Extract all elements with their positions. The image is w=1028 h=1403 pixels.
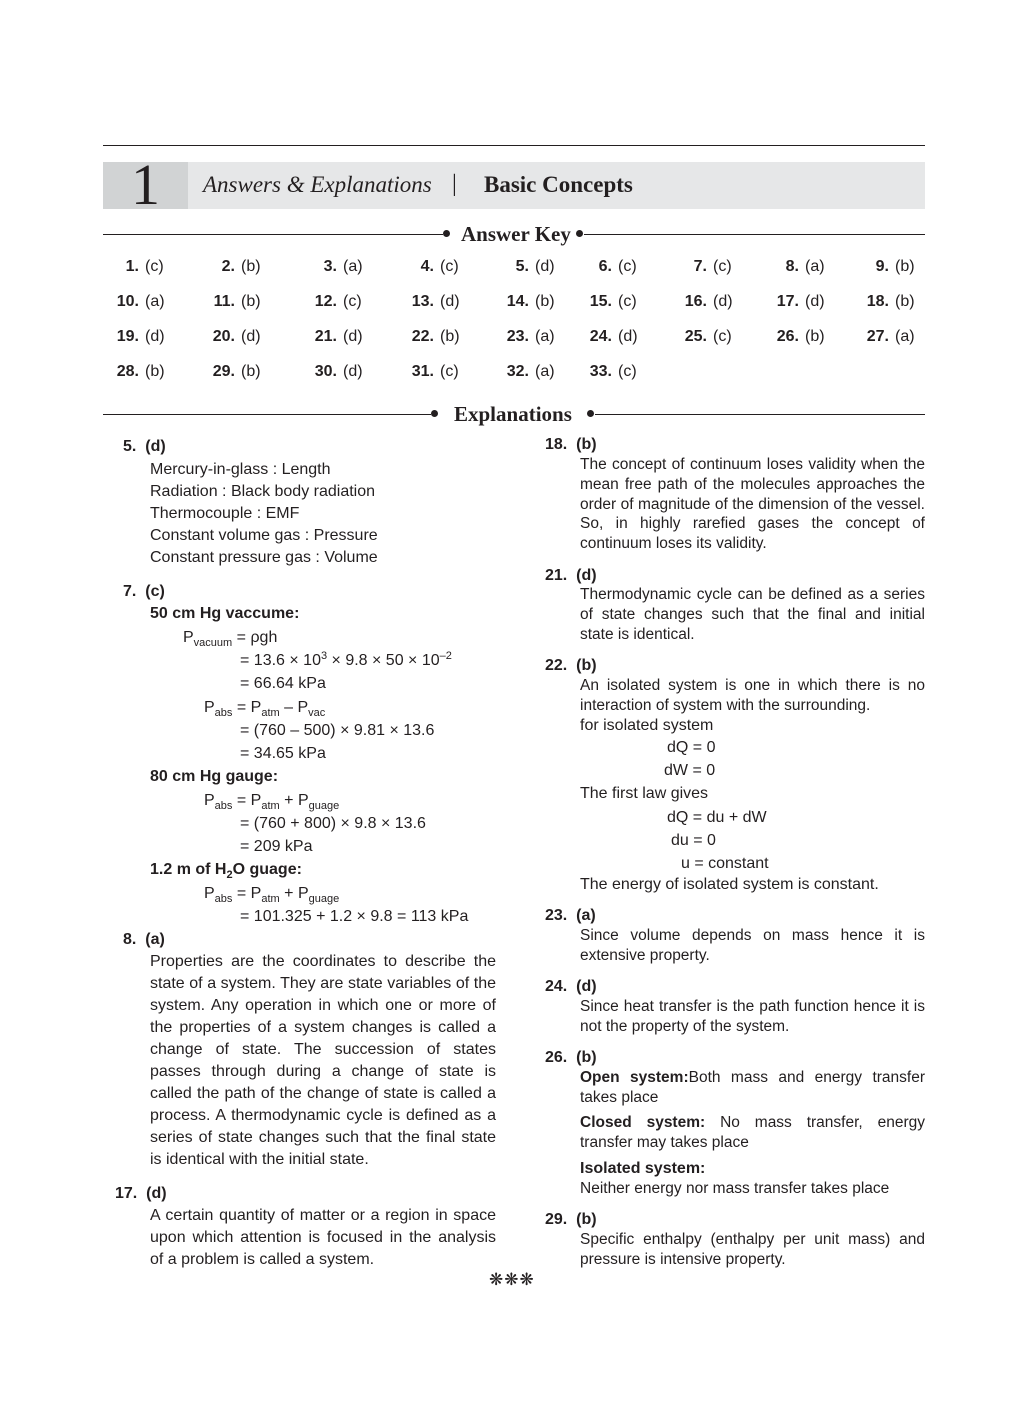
answer-key-item [667,292,733,312]
answer-choice: (c) [440,258,459,275]
answer-choice: (a) [895,328,915,345]
answer-key-item [667,257,732,277]
explanation-8-heading: 8. (a) [123,931,165,948]
answer-number: 12. [314,293,337,310]
explanation-29-text: Specific enthalpy (enthalpy per unit mass) and pressure is intensive property. [580,1231,925,1268]
header-separator: | [452,171,457,197]
explanation-21-text: Thermodynamic cycle can be defined as a series of state changes such that the final and initial state is identical. [580,586,925,643]
answer-number: 16. [684,293,707,310]
answer-key-item [195,292,261,312]
equation-line: dW = 0 [664,762,716,779]
answer-choice: (a) [145,293,165,310]
answer-choice: (c) [440,363,459,380]
answer-number: 14. [506,293,529,310]
answer-key-item [759,292,825,312]
answer-key-item [394,327,460,347]
explanation-17-heading: 17. (d) [115,1185,167,1202]
answer-choice: (a) [535,363,555,380]
answer-number: 4. [420,258,434,275]
answer-number: 26. [776,328,799,345]
answer-number: 5. [515,258,529,275]
answer-number: 13. [411,293,434,310]
equation-line: = (760 – 500) × 9.81 × 13.6 [240,722,435,739]
closed-system-definition: Closed system: No mass transfer, energy transfer may takes place [580,1114,925,1151]
answer-number: 30. [314,363,337,380]
explanation-5-heading: 5. (d) [123,438,166,455]
explanation-5-line: Constant volume gas : Pressure [150,527,378,544]
answer-choice: (d) [343,328,363,345]
explanation-22-line: The first law gives [580,785,709,802]
answer-number: 24. [589,328,612,345]
answer-key-item [99,257,164,277]
chapter-number: 1 [131,152,160,217]
equation-line: u = constant [681,855,769,872]
answer-choice: (b) [440,328,460,345]
rule-left [103,234,443,235]
answer-choice: (b) [895,258,915,275]
answer-choice: (d) [440,293,460,310]
explanation-5-line: Radiation : Black body radiation [150,483,376,500]
answer-number: 3. [323,258,337,275]
answer-key-item [572,292,637,312]
answer-choice: (b) [241,363,261,380]
answer-key-item [572,327,638,347]
isolated-system-text: Neither energy nor mass transfer takes place [580,1180,890,1197]
answer-choice: (b) [535,293,555,310]
answer-key-item [99,327,165,347]
answer-key-item [297,362,363,382]
answer-number: 11. [213,293,235,310]
answer-key-item [489,257,555,277]
answer-choice: (d) [343,363,363,380]
equation-line: dQ = 0 [667,739,716,756]
answer-key-item [297,327,363,347]
bullet [587,410,594,417]
answer-number: 1. [125,258,139,275]
answer-number: 17. [776,293,799,310]
answer-choice: (c) [618,293,637,310]
answer-choice: (b) [241,258,261,275]
answer-number: 18. [866,293,889,310]
explanation-22-line: The energy of isolated system is constant. [580,876,879,893]
answer-key-item [297,257,363,277]
answer-choice: (c) [618,363,637,380]
answer-number: 27. [866,328,889,345]
explanation-5-line: Constant pressure gas : Volume [150,549,378,566]
answer-key-item [195,257,261,277]
equation-line: = 101.325 + 1.2 × 9.8 = 113 kPa [240,908,469,925]
explanation-23-heading: 23. (a) [545,907,596,924]
answer-number: 20. [212,328,235,345]
answer-key-item [195,362,261,382]
answer-choice: (c) [145,258,164,275]
answer-key-item [297,292,362,312]
isolated-system-label: Isolated system: [580,1160,706,1177]
answer-choice: (d) [145,328,165,345]
answer-number: 6. [598,258,612,275]
explanation-24-text: Since heat transfer is the path function hence it is not the property of the system. [580,998,925,1035]
answer-choice: (d) [713,293,733,310]
answer-key-item [489,327,555,347]
answer-number: 22. [411,328,434,345]
equation-line: du = 0 [671,832,716,849]
answer-key-item [99,362,165,382]
answer-key-item [849,257,915,277]
answer-choice: (d) [535,258,555,275]
equation-line: = 209 kPa [240,838,313,855]
explanations-heading [103,400,925,430]
answer-number: 15. [589,293,612,310]
answer-number: 25. [684,328,707,345]
answer-choice: (a) [805,258,825,275]
answer-key-item [572,362,637,382]
rule-left [103,414,431,415]
answer-key-item [667,327,732,347]
explanation-22-line: for isolated system [580,717,714,734]
answer-key-item [489,362,555,382]
answer-key-heading [103,220,925,250]
answer-choice: (a) [535,328,555,345]
explanation-23-text: Since volume depends on mass hence it is extensive property. [580,927,925,964]
explanation-7-heading: 7. (c) [123,583,165,600]
answer-key-item [759,327,825,347]
bullet [576,230,583,237]
section-title: Answers & Explanations [203,172,432,197]
answer-choice: (b) [241,293,261,310]
equation-line: dQ = du + dW [667,809,767,826]
answer-number: 2. [221,258,235,275]
end-ornament: ❋❋❋ [489,1270,535,1289]
explanation-22-text: An isolated system is one in which there is no interaction of system with the surrounding. [580,677,925,714]
answer-key-item [849,292,915,312]
equation-line: = 34.65 kPa [240,745,326,762]
answer-number: 33. [589,363,612,380]
explanations-title: Explanations [454,402,572,426]
answer-number: 9. [875,258,889,275]
answer-choice: (d) [805,293,825,310]
explanation-18-heading: 18. (b) [545,436,597,453]
answer-number: 31. [411,363,434,380]
explanation-7-subheading: 80 cm Hg gauge: [150,768,279,785]
answer-key-item [394,362,459,382]
answer-choice: (c) [713,258,732,275]
answer-key-item [759,257,825,277]
answer-choice: (b) [895,293,915,310]
answer-choice: (a) [343,258,363,275]
explanation-29-heading: 29. (b) [545,1211,597,1228]
answer-choice: (c) [713,328,732,345]
answer-key-item [489,292,555,312]
answer-key-item [195,327,261,347]
answer-number: 23. [506,328,529,345]
answer-choice: (c) [618,258,637,275]
answer-choice: (b) [145,363,165,380]
equation-line: $P_{abs} = P_{atm} + P_{guage}$ [204,792,340,812]
answer-choice: (d) [241,328,261,345]
rule-right [595,414,925,415]
answer-key-item [394,257,459,277]
explanation-5-line: Thermocouple : EMF [150,505,300,522]
answer-key-item [849,327,915,347]
equation-line: $P_{vacuum} = \rho gh$ [183,629,278,649]
explanation-8-text: Properties are the coordinates to describe the state of a system. They are state variables of the system. Any operation in which one or more of the properties of a system changes is called a change of state. The succession of states passes through during a change of state is called the path of the change of state is called a process. A thermodynamic cycle is defined as a series of state changes such that the final state is identical with the initial state. [150,953,496,1168]
answer-key-item [99,292,165,312]
bullet [431,410,438,417]
explanation-17-text: A certain quantity of matter or a region in space upon which attention is focused in the analysis of a problem is called a system. [150,1207,496,1268]
equation-line: = $13.6 \times 10^3 \times 9.8 \times 50 \times 10^{-2}$ [240,650,452,669]
equation-line: = (760 + 800) × 9.8 × 13.6 [240,815,426,832]
answer-key-item [572,257,637,277]
equation-line: = 66.64 kPa [240,675,326,692]
explanation-26-heading: 26. (b) [545,1049,597,1066]
answer-key-item [394,292,460,312]
answer-number: 21. [314,328,337,345]
answer-number: 8. [785,258,799,275]
answer-number: 10. [116,293,139,310]
explanation-7-subheading: 50 cm Hg vaccume: [150,605,300,622]
explanation-7-subheading: 1.2 m of $H_2O$ guage: [150,861,302,881]
open-system-definition: Open system:Both mass and energy transfer takes place [580,1069,925,1106]
topic-title: Basic Concepts [484,172,633,197]
answer-number: 29. [212,363,235,380]
answer-number: 28. [116,363,139,380]
rule-right [584,234,925,235]
explanation-24-heading: 24. (d) [545,978,597,995]
explanation-5-line: Mercury-in-glass : Length [150,461,331,478]
explanation-21-heading: 21. (d) [545,567,597,584]
answer-key-title: Answer Key [461,222,571,246]
answer-choice: (d) [618,328,638,345]
equation-line: $P_{abs} = P_{atm} - P_{vac}$ [204,699,326,719]
answer-number: 32. [506,363,529,380]
answer-choice: (c) [343,293,362,310]
bullet [443,230,450,237]
explanation-18-text: The concept of continuum loses validity when the mean free path of the molecules approaches the order of magnitude of the dimension of the vessel. So, in highly rarefied gases the concept of continuum loses its validity. [580,456,925,553]
equation-line: $P_{abs} = P_{atm} + P_{guage}$ [204,885,340,905]
top-rule [103,145,925,146]
answer-number: 7. [693,258,707,275]
answer-number: 19. [116,328,139,345]
answer-choice: (b) [805,328,825,345]
explanation-22-heading: 22. (b) [545,657,597,674]
